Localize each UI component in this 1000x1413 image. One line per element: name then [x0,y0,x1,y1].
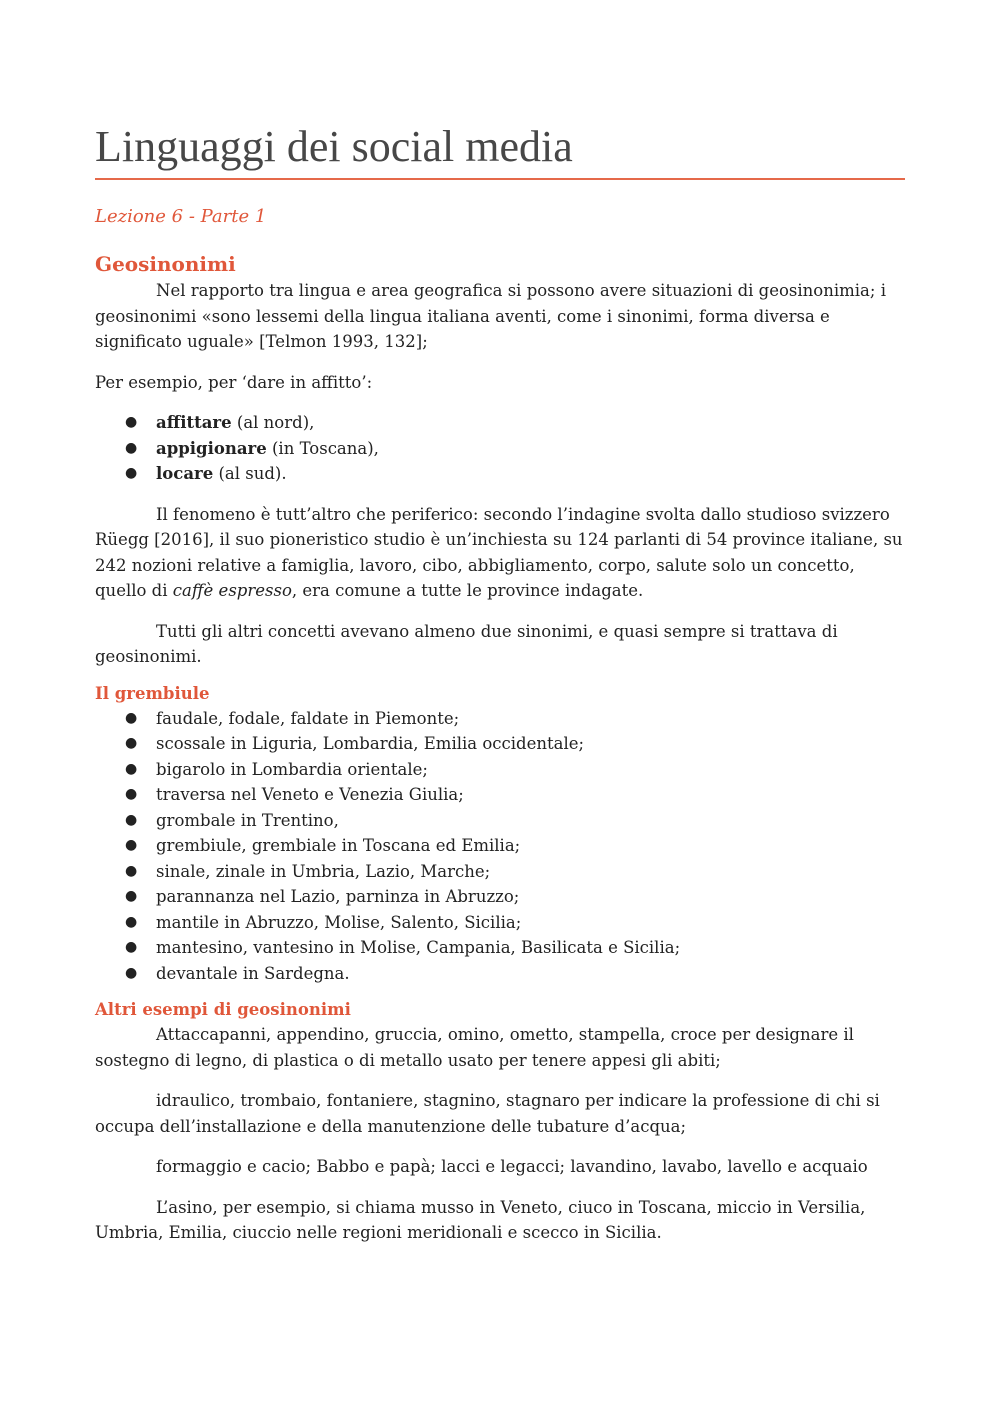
list-item-text: traversa nel Veneto e Venezia Giulia; [156,785,464,804]
list-item-text: parannanza nel Lazio, parninza in Abruzzo; [156,887,520,906]
list-item [95,961,905,987]
list-item [95,782,905,808]
lesson-subtitle: Lezione 6 - Parte 1 [95,206,267,227]
list-item [95,731,905,757]
bullet-icon: ● [125,414,138,430]
bullet-icon: ● [125,760,138,777]
list-item [95,935,905,961]
paragraph-fenomeno [95,502,905,604]
fenomeno-text-start: Il fenomeno è tutt’altro che periferico: secondo l’indagine svolta dallo studioso svizzero Rüegg [2016], il suo pioneristico studio è un’inchiesta su 124 parlanti di 54 province italiane, su 242 nozioni relative a famiglia, lavoro, cibo, abbigliamento, corpo, salute solo un concetto, quello di [95,504,903,600]
paragraph-asino: L’asino, per esempio, si chiama musso in Veneto, ciuco in Toscana, miccio in Versilia, Umbria, Emilia, ciuccio nelle regioni meridionali e scecco in Sicilia. [95,1197,866,1242]
bullet-icon: ● [125,888,138,904]
list-item [95,410,905,436]
affitto-terms-list [95,410,905,487]
bullet-icon: ● [125,709,138,726]
list-item [95,706,905,732]
document-content [95,118,905,1246]
list-item-text: grembiule, grembiale in Toscana ed Emilia; [156,836,521,855]
list-item-text: devantale in Sardegna. [156,963,350,983]
bullet-icon: ● [125,913,138,930]
list-item-text: mantile in Abruzzo, Molise, Salento, Sicilia; [156,912,522,932]
bullet-icon: ● [125,837,138,853]
list-item [95,910,905,936]
list-item-text: bigarolo in Lombardia orientale; [156,759,428,779]
list-item-text: faudale, fodale, faldate in Piemonte; [156,708,460,728]
term-note: (al sud). [213,464,287,483]
term-bold: appigionare [156,438,267,458]
title-divider [95,178,905,180]
section-heading-geosinonimi: Geosinonimi [95,252,236,276]
term-bold: affittare [156,413,232,432]
paragraph-altri-concetti: Tutti gli altri concetti avevano almeno due sinonimi, e quasi sempre si trattava di geosinonimi. [95,621,838,666]
list-item [95,884,905,910]
grembiule-list [95,706,905,987]
bullet-icon: ● [125,735,138,751]
list-item [95,833,905,859]
document-title: Linguaggi dei social media [95,122,573,171]
bullet-icon: ● [125,862,138,879]
paragraph-example-intro: Per esempio, per ‘dare in affitto’: [95,372,373,392]
term-note: (al nord), [231,413,315,432]
bullet-icon: ● [125,939,138,955]
bullet-icon: ● [125,439,138,456]
paragraph-attaccapanni: Attaccapanni, appendino, gruccia, omino, ometto, stampella, croce per designare il sostegno di legno, di plastica o di metallo usato per tenere appesi gli abiti; [95,1025,854,1070]
list-item-text: sinale, zinale in Umbria, Lazio, Marche; [156,861,491,881]
list-item-text: scossale in Liguria, Lombardia, Emilia occidentale; [156,734,585,753]
paragraph-geosinonimia-definition: Nel rapporto tra lingua e area geografica si possono avere situazioni di geosinonimia; i geosinonimi «sono lessemi della lingua italiana aventi, come i sinonimi, forma diversa e significato uguale» [Telmon 1993, 132]; [95,281,886,351]
list-item [95,808,905,834]
section-heading-grembiule: Il grembiule [95,683,210,703]
list-item-text: grombale in Trentino, [156,810,339,830]
bullet-icon: ● [125,964,138,981]
list-item [95,461,905,487]
bullet-icon: ● [125,811,138,828]
paragraph-idraulico: idraulico, trombaio, fontaniere, stagnino, stagnaro per indicare la professione di chi si occupa dell’installazione e della manutenzione delle tubature d’acqua; [95,1091,880,1136]
list-item-text: mantesino, vantesino in Molise, Campania, Basilicata e Sicilia; [156,938,681,957]
list-item [95,859,905,885]
term-bold: locare [156,464,214,483]
fenomeno-italic-term: caffè espresso [172,581,292,600]
list-item [95,757,905,783]
section-heading-altri-esempi: Altri esempi di geosinonimi [95,1000,351,1019]
term-note: (in Toscana), [266,438,379,458]
list-item [95,436,905,462]
paragraph-formaggio: formaggio e cacio; Babbo e papà; lacci e legacci; lavandino, lavabo, lavello e acquaio [156,1157,868,1176]
fenomeno-text-end: , era comune a tutte le province indagate. [291,581,644,600]
bullet-icon: ● [125,786,138,802]
bullet-icon: ● [125,465,138,481]
